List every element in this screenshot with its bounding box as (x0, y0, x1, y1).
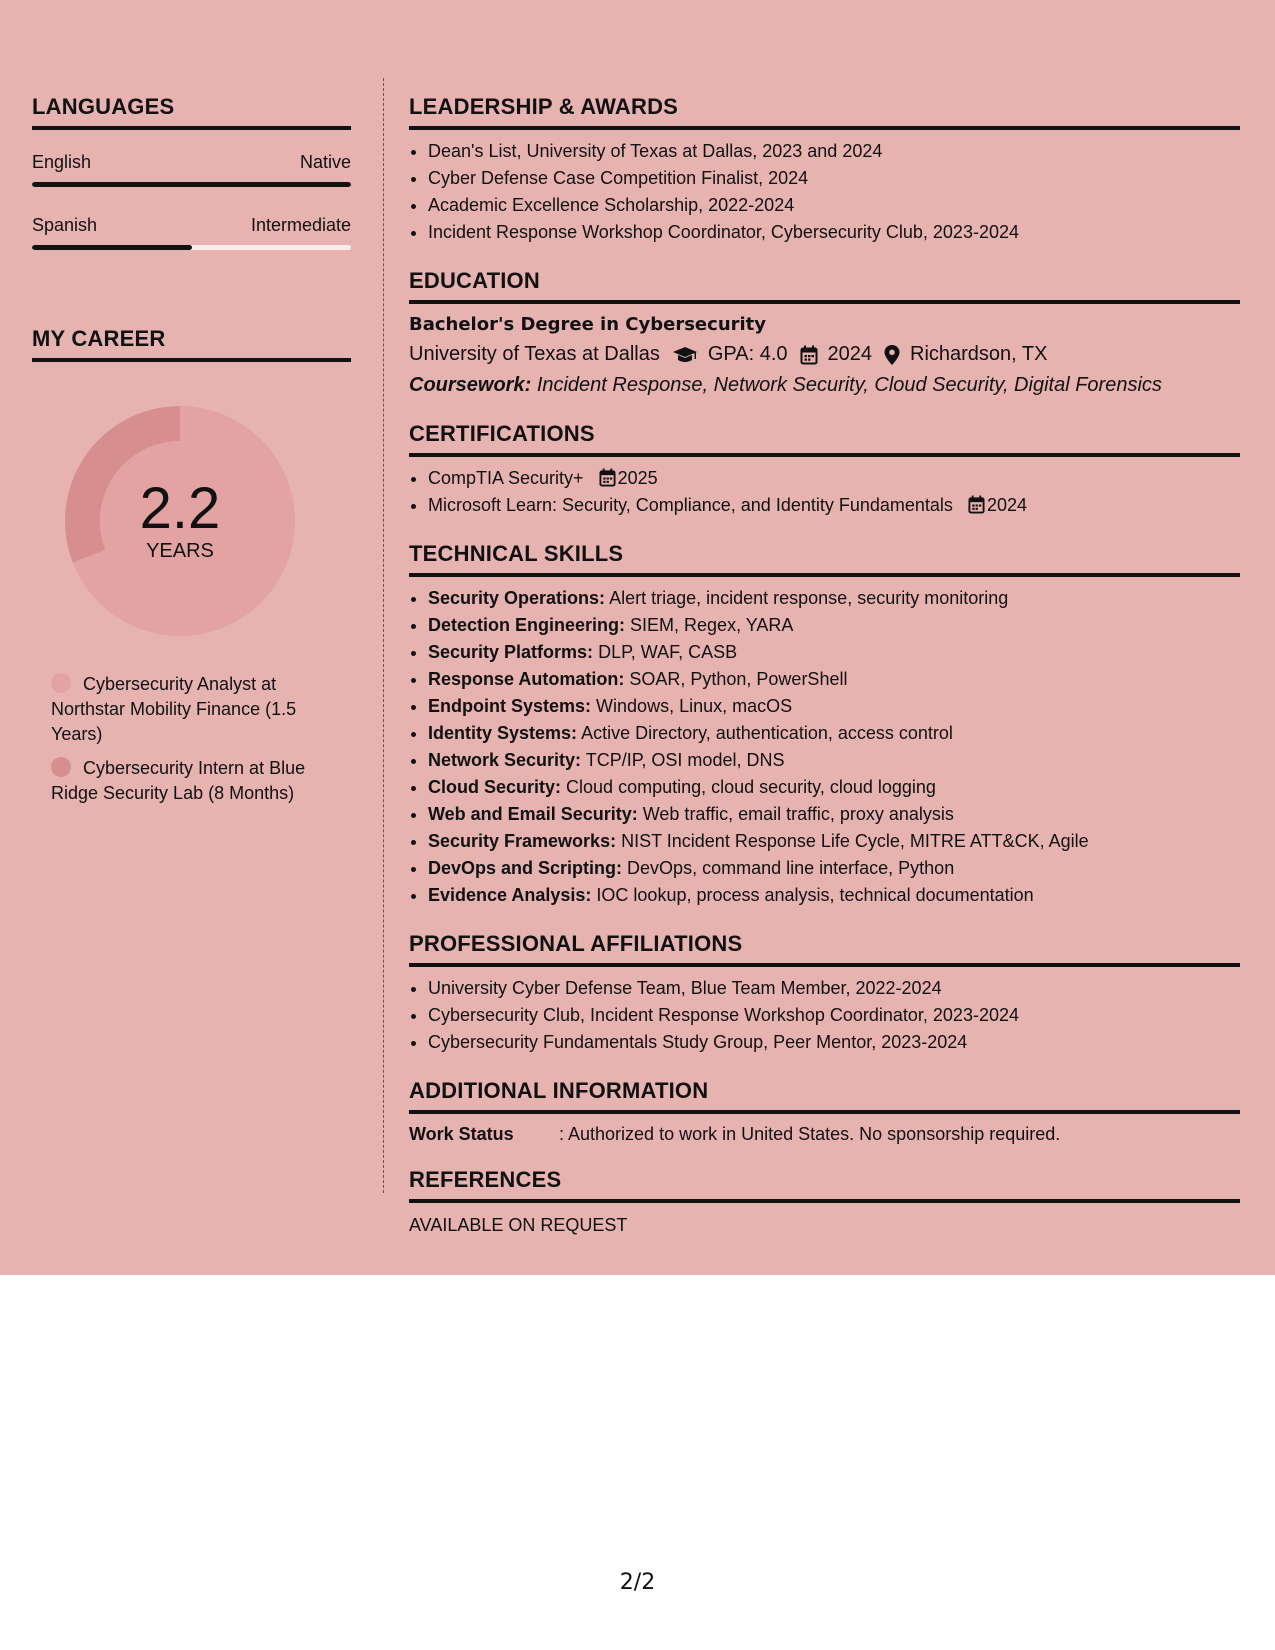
skill-item (428, 882, 1240, 909)
skill-item (428, 828, 1240, 855)
skill-value: Web traffic, email traffic, proxy analysis (642, 804, 954, 824)
skill-label: Web and Email Security: (428, 804, 638, 824)
language-name: English (32, 152, 92, 172)
list-item: • Cyber Defense Case Competition Finalist, 2024 (428, 165, 1240, 192)
career-total-value: 2.2 (139, 476, 221, 541)
skill-value: DevOps, command line interface, Python (627, 858, 955, 878)
skill-item (428, 774, 1240, 801)
career-donut-center (65, 406, 295, 636)
skill-label: Security Operations: (428, 588, 606, 608)
career-legend-item (51, 756, 351, 806)
references-heading: REFERENCES (409, 1167, 1240, 1203)
language-level: Intermediate (250, 215, 351, 235)
skill-value: Windows, Linux, macOS (596, 696, 793, 716)
coursework-label: Coursework: (409, 374, 532, 396)
language-proficiency-fill (32, 245, 192, 250)
language-proficiency-bar (32, 182, 351, 187)
education-heading: EDUCATION (409, 268, 1240, 304)
career-legend (51, 672, 351, 806)
degree-title: Bachelor's Degree in Cybersecurity (409, 314, 767, 335)
skill-value: Cloud computing, cloud security, cloud logging (566, 777, 936, 797)
graduation-year: 2024 (827, 343, 873, 365)
career-legend-text: Cybersecurity Analyst at Northstar Mobility Finance (1.5 Years) (51, 674, 297, 744)
list-item: • Cybersecurity Fundamentals Study Group, Peer Mentor, 2023-2024 (428, 1029, 1240, 1056)
skill-label: Identity Systems: (428, 723, 578, 743)
skill-label: Endpoint Systems: (428, 696, 592, 716)
location-pin-icon (884, 345, 900, 365)
skill-item (428, 639, 1240, 666)
page-number: 2/2 (619, 1570, 656, 1595)
skill-value: IOC lookup, process analysis, technical documentation (596, 885, 1034, 905)
leadership-heading: LEADERSHIP & AWARDS (409, 94, 1240, 130)
language-proficiency-fill (32, 182, 351, 187)
language-item (32, 215, 351, 250)
language-level: Native (299, 152, 351, 172)
career-heading: MY CAREER (32, 326, 351, 362)
skill-label: Security Frameworks: (428, 831, 617, 851)
skill-value: SOAR, Python, PowerShell (629, 669, 848, 689)
graduation-cap-icon (672, 346, 698, 364)
left-column (32, 94, 351, 815)
education-details (409, 343, 1240, 366)
skill-value: Alert triage, incident response, security monitoring (609, 588, 1009, 608)
language-name: Spanish (32, 215, 98, 235)
skill-label: Security Platforms: (428, 642, 594, 662)
certifications-list (409, 465, 1240, 519)
gpa-value: GPA: 4.0 (707, 343, 788, 365)
certification-item (428, 465, 1240, 492)
technical-skills-heading: TECHNICAL SKILLS (409, 541, 1240, 577)
work-status-row (409, 1124, 1240, 1145)
skill-label: Cloud Security: (428, 777, 562, 797)
languages-heading: LANGUAGES (32, 94, 351, 130)
certification-year: 2024 (986, 495, 1027, 515)
coursework-list: Incident Response, Network Security, Cloud Security, Digital Forensics (536, 374, 1162, 396)
skill-value: TCP/IP, OSI model, DNS (585, 750, 785, 770)
language-item (32, 152, 351, 187)
skill-value: DLP, WAF, CASB (598, 642, 738, 662)
skill-item (428, 720, 1240, 747)
list-item: • Cybersecurity Club, Incident Response Workshop Coordinator, 2023-2024 (428, 1002, 1240, 1029)
skill-label: DevOps and Scripting: (428, 858, 623, 878)
legend-dot-icon (51, 673, 71, 693)
legend-dot-icon (51, 757, 71, 777)
certification-name: CompTIA Security+ (428, 468, 584, 488)
skill-item (428, 801, 1240, 828)
certification-item (428, 492, 1240, 519)
right-column (409, 94, 1240, 1236)
skill-item (428, 612, 1240, 639)
career-legend-item (51, 672, 351, 747)
list-item: • Incident Response Workshop Coordinator, Cybersecurity Club, 2023-2024 (428, 219, 1240, 246)
additional-info-heading: ADDITIONAL INFORMATION (409, 1078, 1240, 1114)
affiliations-heading: PROFESSIONAL AFFILIATIONS (409, 931, 1240, 967)
skill-item (428, 855, 1240, 882)
certification-name: Microsoft Learn: Security, Compliance, and Identity Fundamentals (428, 495, 953, 515)
skill-item (428, 693, 1240, 720)
school-location: Richardson, TX (910, 343, 1048, 365)
work-status-value: : Authorized to work in United States. No sponsorship required. (559, 1124, 1061, 1144)
school-name: University of Texas at Dallas (409, 343, 660, 365)
coursework (409, 374, 1240, 397)
calendar-icon (599, 468, 616, 487)
skill-value: Active Directory, authentication, access control (581, 723, 953, 743)
skill-item (428, 585, 1240, 612)
language-proficiency-bar (32, 245, 351, 250)
skill-label: Response Automation: (428, 669, 625, 689)
list-item: • Academic Excellence Scholarship, 2022-2024 (428, 192, 1240, 219)
list-item: • University Cyber Defense Team, Blue Team Member, 2022-2024 (428, 975, 1240, 1002)
career-donut-chart (65, 406, 295, 636)
skill-label: Network Security: (428, 750, 582, 770)
calendar-icon (968, 495, 985, 514)
certifications-heading: CERTIFICATIONS (409, 421, 1240, 457)
career-total-unit: YEARS (146, 540, 214, 562)
skill-label: Detection Engineering: (428, 615, 626, 635)
career-legend-text: Cybersecurity Intern at Blue Ridge Security Lab (8 Months) (51, 758, 306, 803)
column-divider (383, 78, 384, 1193)
calendar-icon (800, 345, 818, 365)
skill-value: SIEM, Regex, YARA (630, 615, 794, 635)
work-status-label: Work Status (409, 1124, 514, 1144)
leadership-list (409, 138, 1240, 246)
list-item: • Dean's List, University of Texas at Dallas, 2023 and 2024 (428, 138, 1240, 165)
skill-value: NIST Incident Response Life Cycle, MITRE ATT&CK, Agile (621, 831, 1089, 851)
skill-item (428, 666, 1240, 693)
technical-skills-list (409, 585, 1240, 909)
references-text: AVAILABLE ON REQUEST (409, 1215, 628, 1235)
affiliations-list (409, 975, 1240, 1056)
certification-year: 2025 (617, 468, 658, 488)
skill-label: Evidence Analysis: (428, 885, 592, 905)
skill-item (428, 747, 1240, 774)
